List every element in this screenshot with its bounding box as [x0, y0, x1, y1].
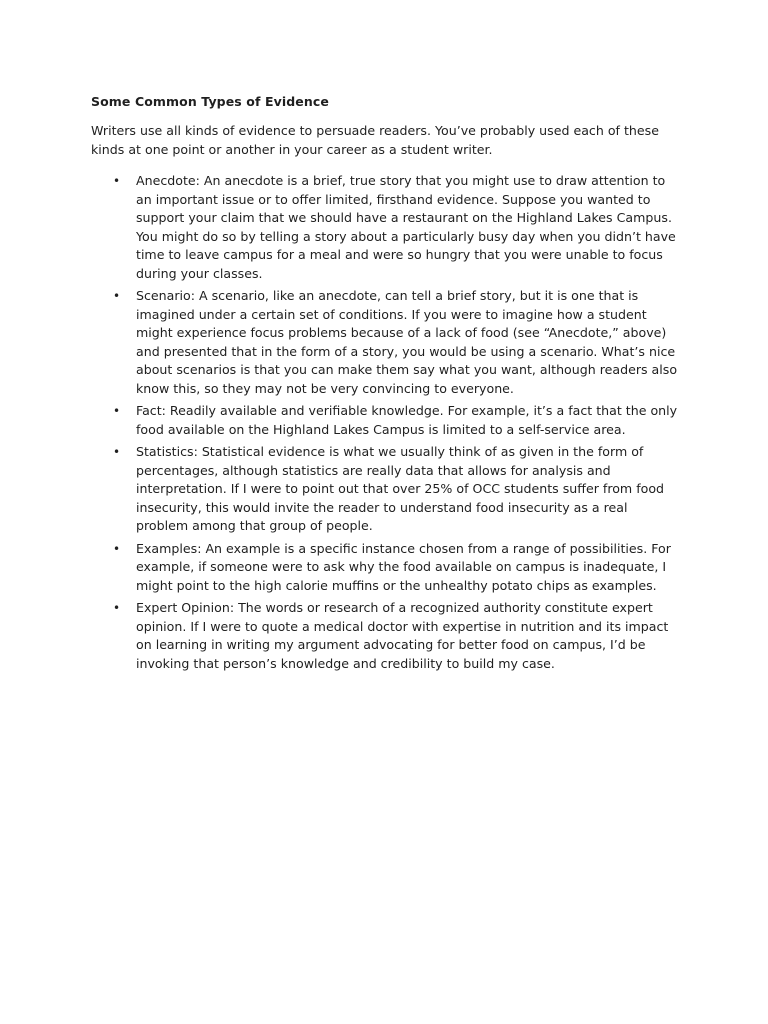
bullet-icon: • — [113, 289, 121, 303]
list-item-expert-opinion — [91, 599, 678, 673]
list-item-statistics — [91, 443, 678, 536]
bullet-icon: • — [113, 445, 121, 459]
list-item-fact — [91, 402, 678, 439]
list-item-text: Fact: Readily available and verifiable knowledge. For example, it’s a fact that the only food available on the Highland Lakes Campus is limited to a self-service area. — [136, 403, 678, 437]
list-item-text: Statistics: Statistical evidence is what we usually think of as given in the form of percentages, although statistics are really data that allows for analysis and interpretation. If I were to point out that over 25% of OCC students suffer from food insecurity, this would invite the reader to understand food insecurity as a real problem among that group of people. — [136, 444, 665, 533]
list-item-scenario — [91, 287, 678, 398]
list-item-text: Expert Opinion: The words or research of a recognized authority constitute expert opinion. If I were to quote a medical doctor with expertise in nutrition and its impact on learning in writing my argument advocating for better food on campus, I’d be invoking that person’s knowledge and credibility to build my case. — [136, 600, 669, 671]
evidence-type-list — [91, 172, 678, 673]
bullet-icon: • — [113, 541, 121, 556]
section-heading: Some Common Types of Evidence — [91, 94, 329, 109]
bullet-icon: • — [113, 601, 121, 615]
bullet-icon: • — [113, 174, 121, 188]
list-item-anecdote — [91, 172, 678, 283]
list-item-examples — [91, 540, 678, 596]
list-item-text: Scenario: A scenario, like an anecdote, can tell a brief story, but it is one that is imagined under a certain set of conditions. If you were to imagine how a student might experience focus problems because of a lack of food (see “Anecdote,” above) and presented that in the form of a story, you would be using a scenario. What’s nice about scenarios is that you can make them say what you want, although readers also know this, so they may not be very convincing to everyone. — [136, 288, 678, 396]
bullet-icon: • — [113, 404, 121, 418]
list-item-text: Examples: An example is a specific instance chosen from a range of possibilities. For example, if someone were to ask why the food available on campus is inadequate, I might point to the high calorie muffins or the unhealthy potato chips as examples. — [136, 540, 671, 593]
intro-paragraph: Writers use all kinds of evidence to persuade readers. You’ve probably used each of these kinds at one point or another in your career as a student writer. — [91, 123, 659, 157]
list-item-text: Anecdote: An anecdote is a brief, true story that you might use to draw attention to an important issue or to offer limited, firsthand evidence. Suppose you wanted to support your claim that we should have a restaurant on the Highland Lakes Campus. You might do so by telling a story about a particularly busy day when you didn’t have time to leave campus for a meal and were so hungry that you were unable to focus during your classes. — [136, 173, 676, 281]
